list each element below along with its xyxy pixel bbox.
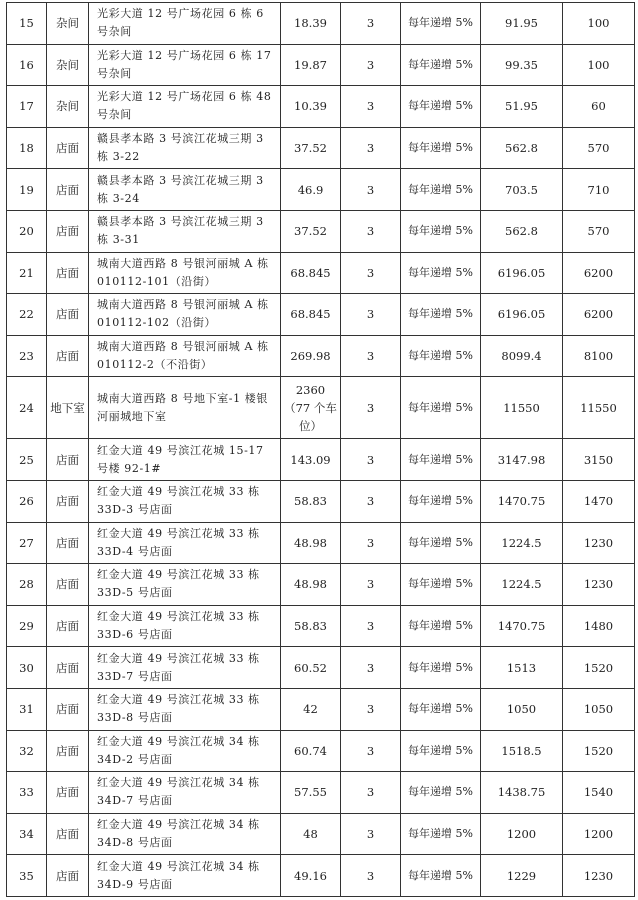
table-row	[7, 605, 635, 647]
amount-b: 1480	[563, 605, 635, 647]
property-type: 店面	[47, 605, 89, 647]
table-row	[7, 252, 635, 294]
table-row	[7, 44, 635, 86]
increase-rule: 每年递增 5%	[401, 252, 481, 294]
table-row	[7, 564, 635, 606]
amount-b: 710	[563, 169, 635, 211]
row-number: 22	[7, 294, 47, 336]
property-address: 红金大道 49 号滨江花城 15-17 号楼 92-1#	[89, 439, 281, 481]
lease-term: 3	[341, 252, 401, 294]
increase-rule: 每年递增 5%	[401, 3, 481, 45]
amount-b: 1050	[563, 688, 635, 730]
increase-rule: 每年递增 5%	[401, 127, 481, 169]
property-area: 143.09	[281, 439, 341, 481]
property-type: 地下室	[47, 377, 89, 439]
increase-rule: 每年递增 5%	[401, 335, 481, 377]
property-table-page	[6, 2, 635, 897]
row-number: 28	[7, 564, 47, 606]
table-row	[7, 772, 635, 814]
table-row	[7, 377, 635, 439]
row-number: 21	[7, 252, 47, 294]
lease-term: 3	[341, 169, 401, 211]
row-number: 15	[7, 3, 47, 45]
row-number: 30	[7, 647, 47, 689]
property-area: 68.845	[281, 252, 341, 294]
amount-b: 8100	[563, 335, 635, 377]
table-row	[7, 3, 635, 45]
increase-rule: 每年递增 5%	[401, 772, 481, 814]
lease-term: 3	[341, 480, 401, 522]
property-address: 红金大道 49 号滨江花城 33 栋 33D-5 号店面	[89, 564, 281, 606]
increase-rule: 每年递增 5%	[401, 522, 481, 564]
increase-rule: 每年递增 5%	[401, 688, 481, 730]
increase-rule: 每年递增 5%	[401, 439, 481, 481]
property-address: 红金大道 49 号滨江花城 33 栋 33D-8 号店面	[89, 688, 281, 730]
property-area: 19.87	[281, 44, 341, 86]
row-number: 24	[7, 377, 47, 439]
amount-a: 1224.5	[481, 564, 563, 606]
increase-rule: 每年递增 5%	[401, 169, 481, 211]
property-lease-table	[6, 2, 635, 897]
property-area: 68.845	[281, 294, 341, 336]
table-row	[7, 439, 635, 481]
property-area: 37.52	[281, 127, 341, 169]
property-area: 58.83	[281, 480, 341, 522]
property-area: 10.39	[281, 86, 341, 128]
row-number: 27	[7, 522, 47, 564]
property-address: 光彩大道 12 号广场花园 6 栋 48 号杂间	[89, 86, 281, 128]
row-number: 20	[7, 210, 47, 252]
row-number: 31	[7, 688, 47, 730]
property-area: 60.74	[281, 730, 341, 772]
property-address: 赣县孝本路 3 号滨江花城三期 3 栋 3-31	[89, 210, 281, 252]
amount-b: 1520	[563, 730, 635, 772]
table-row	[7, 127, 635, 169]
amount-a: 1518.5	[481, 730, 563, 772]
amount-b: 6200	[563, 252, 635, 294]
increase-rule: 每年递增 5%	[401, 730, 481, 772]
table-row	[7, 210, 635, 252]
amount-b: 60	[563, 86, 635, 128]
amount-a: 1470.75	[481, 480, 563, 522]
row-number: 34	[7, 813, 47, 855]
increase-rule: 每年递增 5%	[401, 294, 481, 336]
property-type: 杂间	[47, 86, 89, 128]
property-type: 店面	[47, 252, 89, 294]
amount-a: 1050	[481, 688, 563, 730]
increase-rule: 每年递增 5%	[401, 480, 481, 522]
table-row	[7, 855, 635, 897]
property-area: 57.55	[281, 772, 341, 814]
property-area: 48.98	[281, 522, 341, 564]
property-area: 49.16	[281, 855, 341, 897]
amount-a: 6196.05	[481, 294, 563, 336]
row-number: 32	[7, 730, 47, 772]
property-area: 37.52	[281, 210, 341, 252]
lease-term: 3	[341, 688, 401, 730]
property-address: 城南大道西路 8 号银河丽城 A 栋 010112-101（沿街）	[89, 252, 281, 294]
amount-b: 1470	[563, 480, 635, 522]
lease-term: 3	[341, 772, 401, 814]
amount-a: 3147.98	[481, 439, 563, 481]
amount-a: 1513	[481, 647, 563, 689]
property-address: 光彩大道 12 号广场花园 6 栋 17 号杂间	[89, 44, 281, 86]
row-number: 25	[7, 439, 47, 481]
row-number: 33	[7, 772, 47, 814]
property-address: 红金大道 49 号滨江花城 33 栋 33D-4 号店面	[89, 522, 281, 564]
amount-a: 562.8	[481, 210, 563, 252]
property-address: 红金大道 49 号滨江花城 34 栋 34D-8 号店面	[89, 813, 281, 855]
amount-b: 570	[563, 127, 635, 169]
property-type: 店面	[47, 480, 89, 522]
increase-rule: 每年递增 5%	[401, 813, 481, 855]
lease-term: 3	[341, 3, 401, 45]
table-row	[7, 522, 635, 564]
amount-b: 1540	[563, 772, 635, 814]
amount-b: 1200	[563, 813, 635, 855]
amount-b: 1520	[563, 647, 635, 689]
property-area: 42	[281, 688, 341, 730]
lease-term: 3	[341, 813, 401, 855]
property-area: 46.9	[281, 169, 341, 211]
amount-b: 1230	[563, 522, 635, 564]
table-row	[7, 480, 635, 522]
property-type: 店面	[47, 855, 89, 897]
property-address: 城南大道西路 8 号地下室-1 楼银河丽城地下室	[89, 377, 281, 439]
row-number: 16	[7, 44, 47, 86]
amount-a: 1438.75	[481, 772, 563, 814]
lease-term: 3	[341, 647, 401, 689]
lease-term: 3	[341, 335, 401, 377]
property-address: 光彩大道 12 号广场花园 6 栋 6 号杂间	[89, 3, 281, 45]
property-type: 店面	[47, 439, 89, 481]
property-type: 店面	[47, 294, 89, 336]
increase-rule: 每年递增 5%	[401, 86, 481, 128]
lease-term: 3	[341, 730, 401, 772]
property-type: 店面	[47, 127, 89, 169]
table-row	[7, 169, 635, 211]
table-row	[7, 86, 635, 128]
amount-a: 6196.05	[481, 252, 563, 294]
increase-rule: 每年递增 5%	[401, 647, 481, 689]
increase-rule: 每年递增 5%	[401, 605, 481, 647]
property-address: 红金大道 49 号滨江花城 33 栋 33D-6 号店面	[89, 605, 281, 647]
amount-a: 1200	[481, 813, 563, 855]
property-type: 店面	[47, 335, 89, 377]
row-number: 26	[7, 480, 47, 522]
row-number: 18	[7, 127, 47, 169]
property-area: 2360（77 个车位）	[281, 377, 341, 439]
increase-rule: 每年递增 5%	[401, 855, 481, 897]
property-area: 48.98	[281, 564, 341, 606]
property-type: 店面	[47, 522, 89, 564]
property-address: 赣县孝本路 3 号滨江花城三期 3 栋 3-22	[89, 127, 281, 169]
lease-term: 3	[341, 377, 401, 439]
row-number: 35	[7, 855, 47, 897]
property-type: 店面	[47, 564, 89, 606]
lease-term: 3	[341, 44, 401, 86]
amount-a: 51.95	[481, 86, 563, 128]
property-address: 红金大道 49 号滨江花城 34 栋 34D-2 号店面	[89, 730, 281, 772]
lease-term: 3	[341, 564, 401, 606]
amount-a: 91.95	[481, 3, 563, 45]
property-area: 18.39	[281, 3, 341, 45]
amount-b: 1230	[563, 564, 635, 606]
table-row	[7, 647, 635, 689]
table-row	[7, 730, 635, 772]
property-type: 店面	[47, 688, 89, 730]
amount-a: 8099.4	[481, 335, 563, 377]
amount-a: 1224.5	[481, 522, 563, 564]
lease-term: 3	[341, 605, 401, 647]
lease-term: 3	[341, 127, 401, 169]
amount-b: 3150	[563, 439, 635, 481]
property-address: 红金大道 49 号滨江花城 33 栋 33D-3 号店面	[89, 480, 281, 522]
amount-b: 100	[563, 3, 635, 45]
lease-term: 3	[341, 86, 401, 128]
increase-rule: 每年递增 5%	[401, 377, 481, 439]
property-area: 269.98	[281, 335, 341, 377]
amount-a: 703.5	[481, 169, 563, 211]
property-type: 店面	[47, 730, 89, 772]
property-address: 城南大道西路 8 号银河丽城 A 栋 010112-2（不沿街）	[89, 335, 281, 377]
amount-b: 570	[563, 210, 635, 252]
property-type: 杂间	[47, 44, 89, 86]
row-number: 29	[7, 605, 47, 647]
lease-term: 3	[341, 439, 401, 481]
lease-term: 3	[341, 522, 401, 564]
row-number: 23	[7, 335, 47, 377]
property-address: 红金大道 49 号滨江花城 34 栋 34D-7 号店面	[89, 772, 281, 814]
property-type: 店面	[47, 813, 89, 855]
increase-rule: 每年递增 5%	[401, 564, 481, 606]
table-body	[7, 3, 635, 897]
property-type: 杂间	[47, 3, 89, 45]
amount-a: 99.35	[481, 44, 563, 86]
row-number: 17	[7, 86, 47, 128]
table-row	[7, 688, 635, 730]
amount-a: 1229	[481, 855, 563, 897]
property-address: 赣县孝本路 3 号滨江花城三期 3 栋 3-24	[89, 169, 281, 211]
amount-b: 100	[563, 44, 635, 86]
table-row	[7, 813, 635, 855]
property-type: 店面	[47, 772, 89, 814]
property-area: 58.83	[281, 605, 341, 647]
table-row	[7, 294, 635, 336]
property-type: 店面	[47, 647, 89, 689]
lease-term: 3	[341, 294, 401, 336]
amount-a: 1470.75	[481, 605, 563, 647]
property-address: 红金大道 49 号滨江花城 34 栋 34D-9 号店面	[89, 855, 281, 897]
row-number: 19	[7, 169, 47, 211]
property-area: 48	[281, 813, 341, 855]
lease-term: 3	[341, 210, 401, 252]
property-address: 城南大道西路 8 号银河丽城 A 栋 010112-102（沿街）	[89, 294, 281, 336]
property-type: 店面	[47, 210, 89, 252]
amount-b: 1230	[563, 855, 635, 897]
property-address: 红金大道 49 号滨江花城 33 栋 33D-7 号店面	[89, 647, 281, 689]
table-row	[7, 335, 635, 377]
amount-b: 6200	[563, 294, 635, 336]
amount-a: 562.8	[481, 127, 563, 169]
increase-rule: 每年递增 5%	[401, 210, 481, 252]
amount-a: 11550	[481, 377, 563, 439]
property-type: 店面	[47, 169, 89, 211]
increase-rule: 每年递增 5%	[401, 44, 481, 86]
lease-term: 3	[341, 855, 401, 897]
amount-b: 11550	[563, 377, 635, 439]
property-area: 60.52	[281, 647, 341, 689]
